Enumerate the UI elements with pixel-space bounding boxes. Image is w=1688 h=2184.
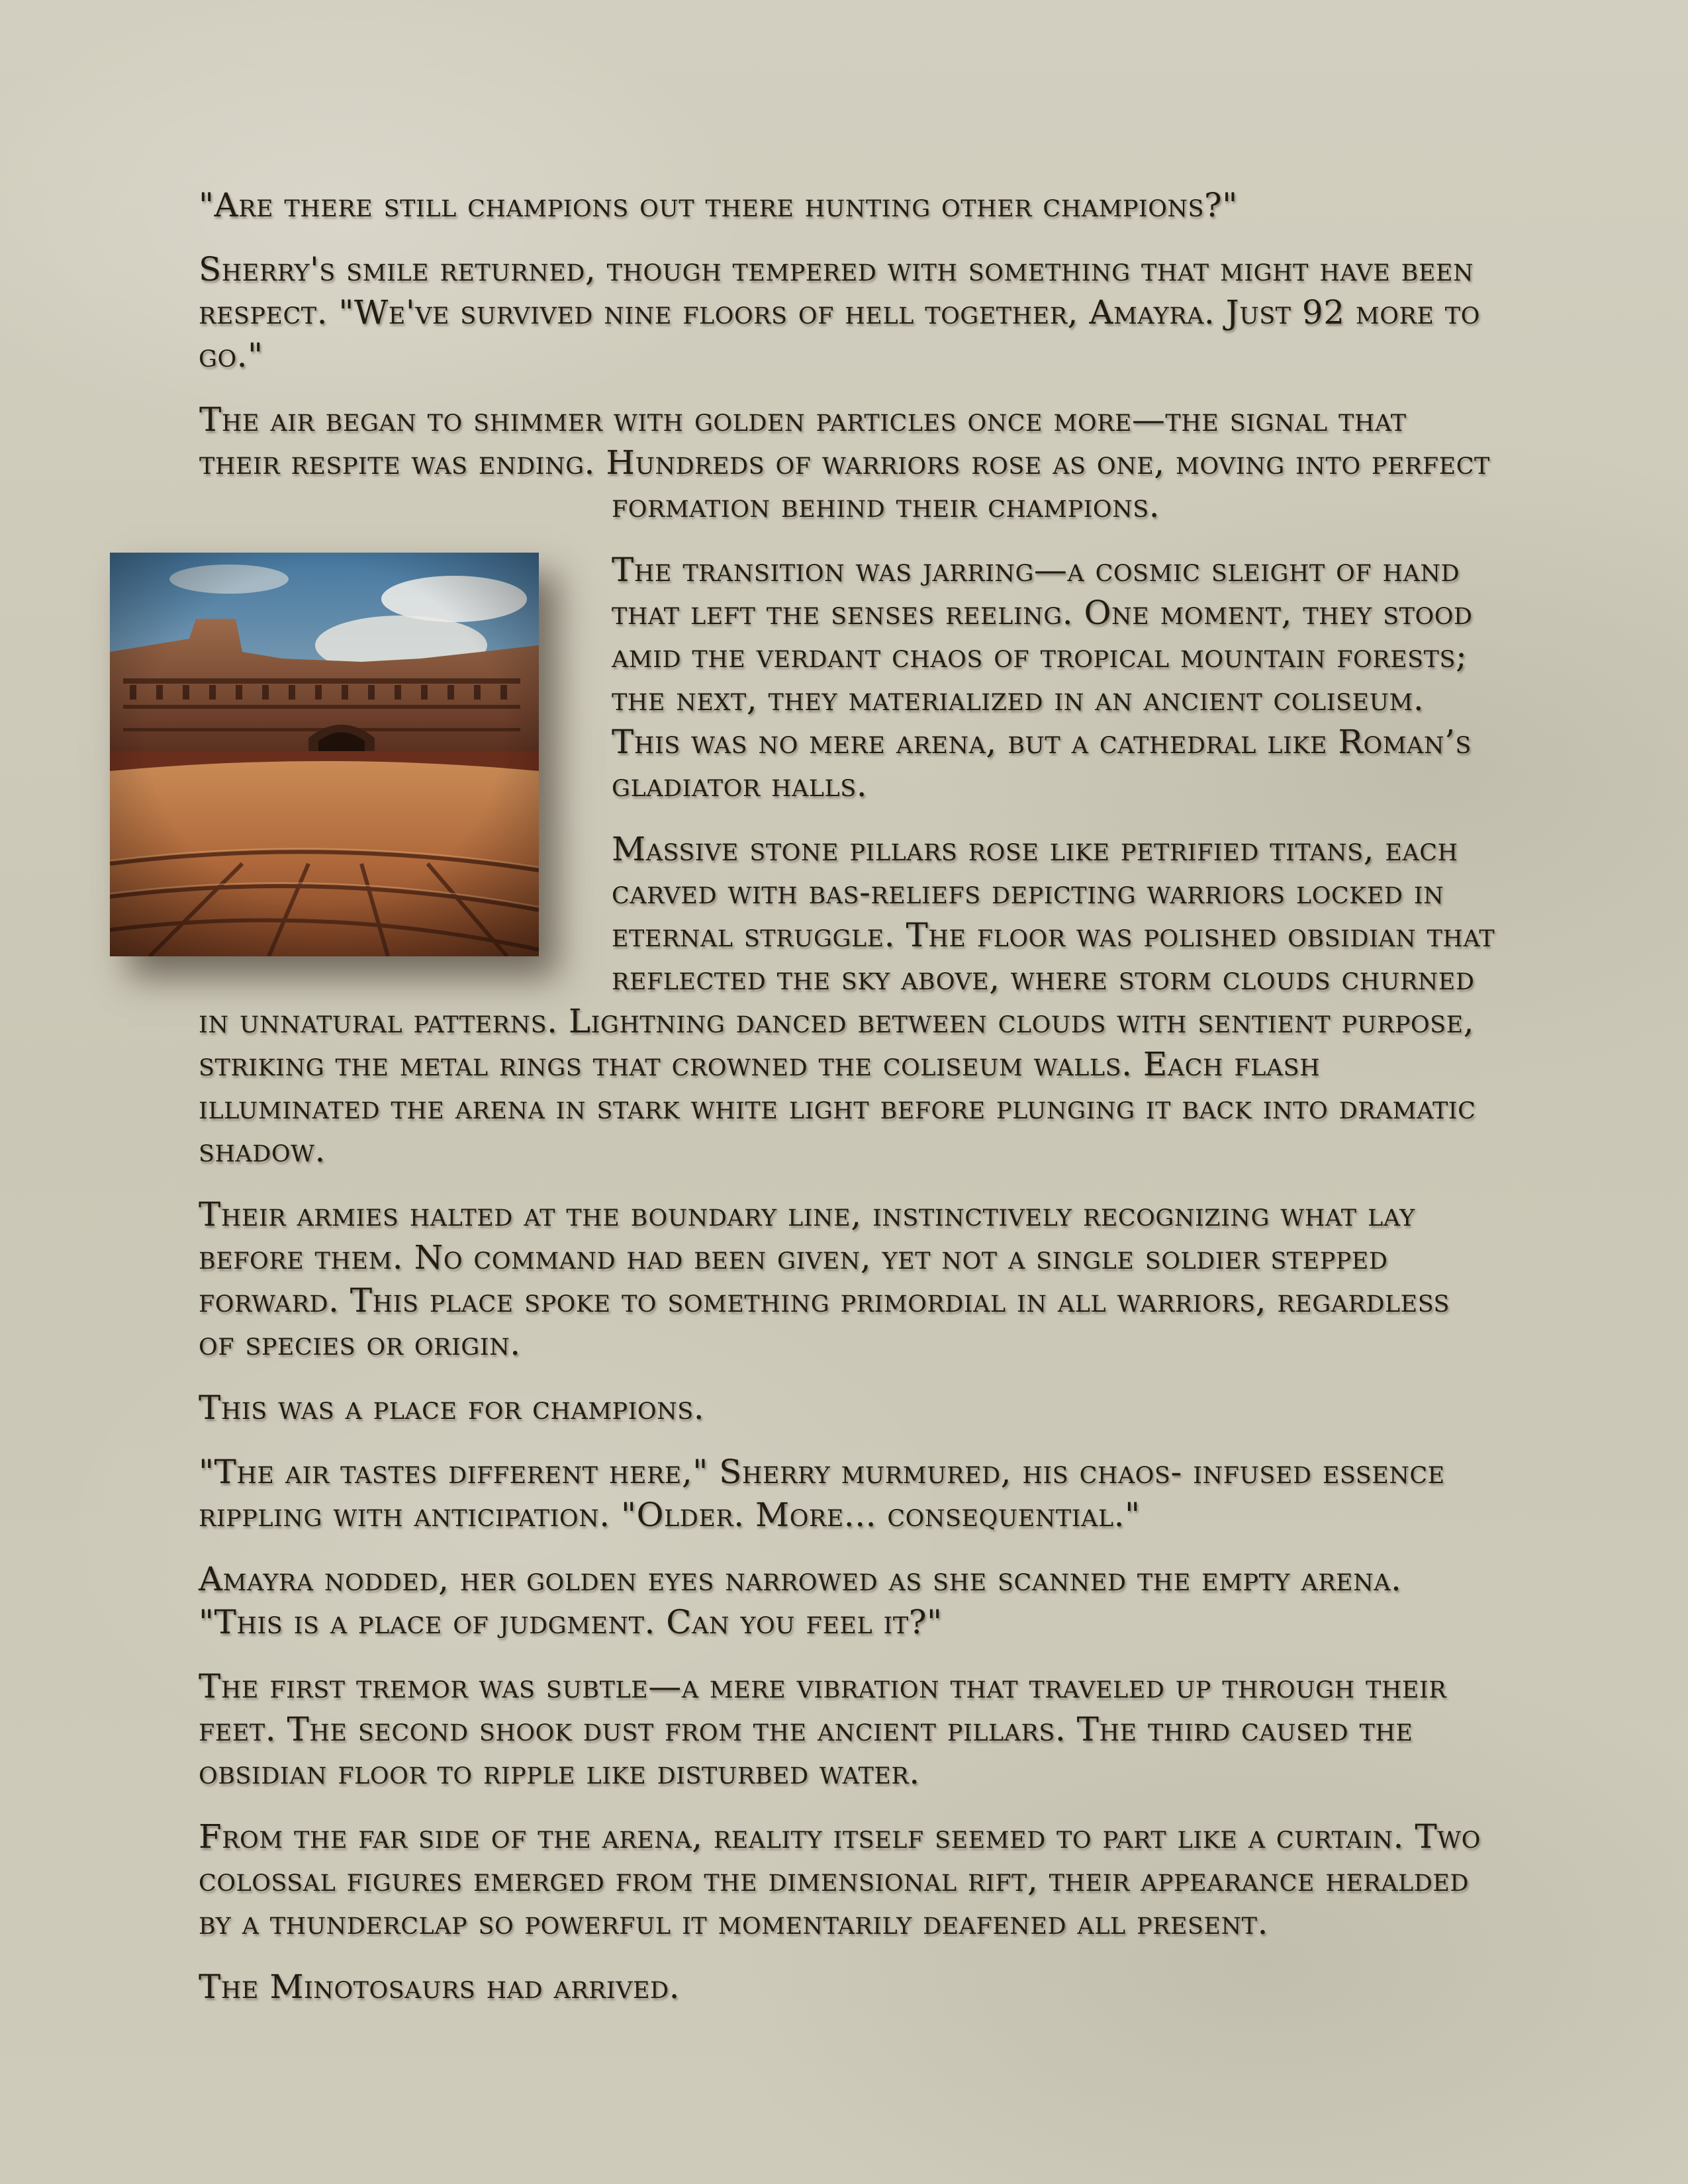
paragraph-9: Amayra nodded, her golden eyes narrowed as she scanned the empty arena. "This is a place of judgment. Can you feel it?"	[199, 1560, 1402, 1641]
paragraph-7: This was a place for champions.	[199, 1388, 705, 1427]
paragraph-11: From the far side of the arena, reality itself seemed to part like a curtain. Two colossal figures emerged from the dimensional rift, their appearance heralded by a thunderclap so powerful it momentarily deafened all present.	[199, 1817, 1481, 1942]
paragraph-10: The first tremor was subtle—a mere vibration that traveled up through their feet. The second shook dust from the ancient pillars. The third caused the obsidian floor to ripple like disturbed water.	[199, 1667, 1447, 1792]
paragraph-3: The air began to shimmer with golden particles once more—the signal that their respite was ending. Hundreds of warriors rose as one, moving into perfect formation behind their champions.	[199, 400, 1490, 525]
paragraph-4: The transition was jarring—a cosmic sleight of hand that left the senses reeling. One moment, they stood amid the verdant chaos of tropical mountain forests; the next, they materialized in an ancient coliseum. This was no mere arena, but a cathedral like Roman’s gladiator halls.	[612, 551, 1473, 804]
paragraph-8: "The air tastes different here," Sherry murmured, his chaos- infused essence rippling with anticipation. "Older. More... consequential."	[199, 1453, 1445, 1534]
paragraph-5: Massive stone pillars rose like petrified titans, each carved with bas-reliefs depicting warriors locked in eternal struggle. The floor was polished obsidian that reflected the sky above, where storm clouds churned in unnatural patterns. Lightning danced between clouds with sentient purpose, striking the metal rings that crowned the coliseum walls. Each flash illuminated the arena in stark white light before plunging it back into dramatic shadow.	[199, 830, 1495, 1169]
paragraph-6: Their armies halted at the boundary line, instinctively recognizing what lay before them. No command had been given, yet not a single soldier stepped forward. This place spoke to something primordial in all warriors, regardless of species or origin.	[199, 1195, 1450, 1363]
paragraph-1: "Are there still champions out there hunting other champions?"	[199, 186, 1238, 224]
illustration-wrap-spacer	[199, 486, 612, 970]
paragraph-12: The Minotosaurs had arrived.	[199, 1968, 680, 2006]
story-text	[199, 184, 1496, 2030]
paragraph-2: Sherry's smile returned, though tempered with something that might have been respect. "We've survived nine floors of hell together, Amayra. Just 92 more to go."	[199, 250, 1480, 375]
